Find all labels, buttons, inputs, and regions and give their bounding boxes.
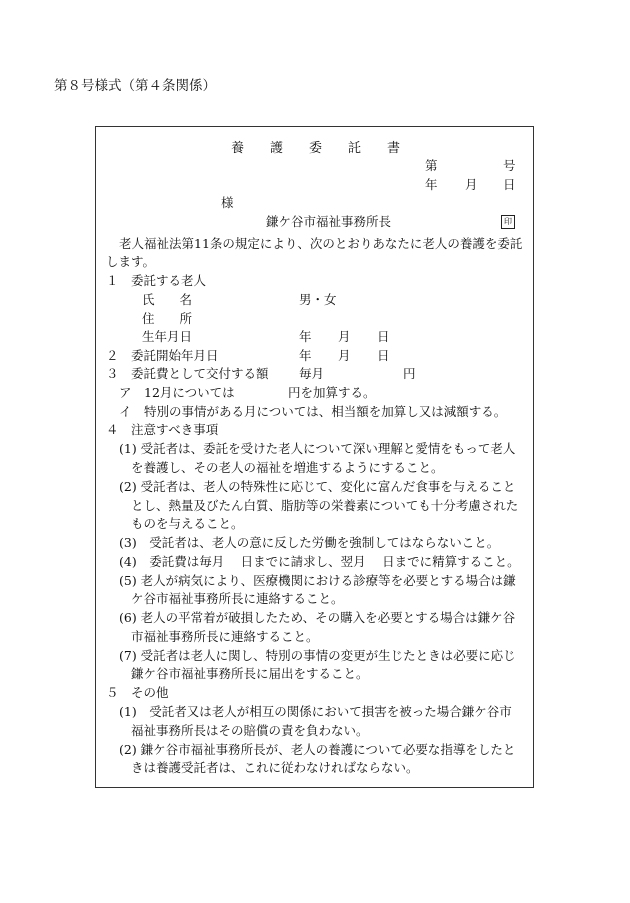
date-day: 日 bbox=[503, 177, 516, 192]
gender-options: 男・女 bbox=[299, 292, 337, 307]
title-char-1: 養 bbox=[231, 141, 245, 156]
caution-4-line-1: (4) 委託費は毎月 日までに請求し、翌月 日までに精算すること。 bbox=[119, 554, 520, 569]
section3-label: ３ 委託費として交付する額 bbox=[106, 366, 269, 381]
date-year: 年 bbox=[425, 177, 438, 192]
yen-label: 円 bbox=[403, 366, 416, 381]
monthly-label: 毎月 bbox=[299, 366, 325, 381]
birth-day: 日 bbox=[377, 329, 390, 344]
name-label: 氏 名 bbox=[142, 292, 193, 307]
other-2-line-1: (2) 鎌ケ谷市福祉事務所長が、老人の養護について必要な指導をしたと bbox=[119, 742, 516, 757]
form-number: 第８号様式（第４条関係） bbox=[54, 78, 216, 94]
start-month: 月 bbox=[338, 348, 351, 363]
issuer: 鎌ケ谷市福祉事務所長 bbox=[266, 214, 392, 229]
title-char-5: 書 bbox=[387, 141, 401, 156]
title-char-3: 委 bbox=[309, 141, 323, 156]
birth-year: 年 bbox=[299, 329, 312, 344]
caution-6-line-2: 市福祉事務所長に連絡すること。 bbox=[131, 629, 319, 644]
caution-2-line-2: とし、熱量及びたん白質、脂肪等の栄養素についても十分考慮された bbox=[131, 498, 519, 513]
section1-label: １ 委託する老人 bbox=[106, 273, 207, 288]
section4-label: ４ 注意すべき事項 bbox=[106, 422, 219, 437]
caution-6-line-1: (6) 老人の平常着が破損したため、その購入を必要とする場合は鎌ケ谷 bbox=[119, 610, 516, 625]
number-prefix: 第 bbox=[425, 158, 438, 173]
intro-line-1: 老人福祉法第11条の規定により、次のとおりあなたに老人の養護を委託 bbox=[119, 236, 523, 251]
caution-7-line-2: 鎌ケ谷市福祉事務所長に届出をすること。 bbox=[131, 666, 369, 681]
caution-1-line-1: (1) 受託者は、委託を受けた老人について深い理解と愛情をもって老人 bbox=[119, 441, 516, 456]
number-suffix: 号 bbox=[503, 158, 516, 173]
section2-label: ２ 委託開始年月日 bbox=[106, 348, 219, 363]
caution-3-line-1: (3) 受託者は、老人の意に反した労働を強制してはならないこと。 bbox=[119, 535, 500, 550]
other-2-line-2: きは養護受託者は、これに従わなければならない。 bbox=[131, 760, 419, 775]
caution-5-line-2: ケ谷市福祉事務所長に連絡すること。 bbox=[131, 591, 344, 606]
section5-label: ５ その他 bbox=[106, 685, 169, 700]
other-1-line-1: (1) 受託者又は老人が相互の関係において損害を被った場合鎌ケ谷市 bbox=[119, 704, 512, 719]
intro-line-2: します。 bbox=[106, 254, 156, 269]
caution-2-line-3: ものを与えること。 bbox=[131, 516, 244, 531]
date-month: 月 bbox=[465, 177, 478, 192]
item-a-text: 円を加算する。 bbox=[288, 385, 376, 400]
item-a-label: ア 12月については bbox=[119, 385, 235, 400]
item-i-text: イ 特別の事情がある月については、相当額を加算し又は減額する。 bbox=[119, 404, 507, 419]
addressee-suffix: 様 bbox=[221, 195, 234, 210]
address-label: 住 所 bbox=[142, 311, 193, 326]
start-day: 日 bbox=[377, 348, 390, 363]
caution-7-line-1: (7) 受託者は老人に関し、特別の事情の変更が生じたときは必要に応じ bbox=[119, 648, 516, 663]
other-1-line-2: 福祉事務所長はその賠償の責を負わない。 bbox=[131, 723, 369, 738]
start-year: 年 bbox=[299, 348, 312, 363]
title-char-4: 託 bbox=[348, 141, 362, 156]
caution-1-line-2: を養護し、その老人の福祉を増進するようにすること。 bbox=[131, 460, 444, 475]
caution-2-line-1: (2) 受託者は、老人の特殊性に応じて、変化に富んだ食事を与えること bbox=[119, 479, 516, 494]
seal-mark: 印 bbox=[501, 215, 515, 229]
birth-label: 生年月日 bbox=[142, 329, 193, 344]
caution-5-line-1: (5) 老人が病気により、医療機関における診療等を必要とする場合は鎌 bbox=[119, 573, 516, 588]
birth-month: 月 bbox=[338, 329, 351, 344]
title-char-2: 護 bbox=[270, 141, 284, 156]
